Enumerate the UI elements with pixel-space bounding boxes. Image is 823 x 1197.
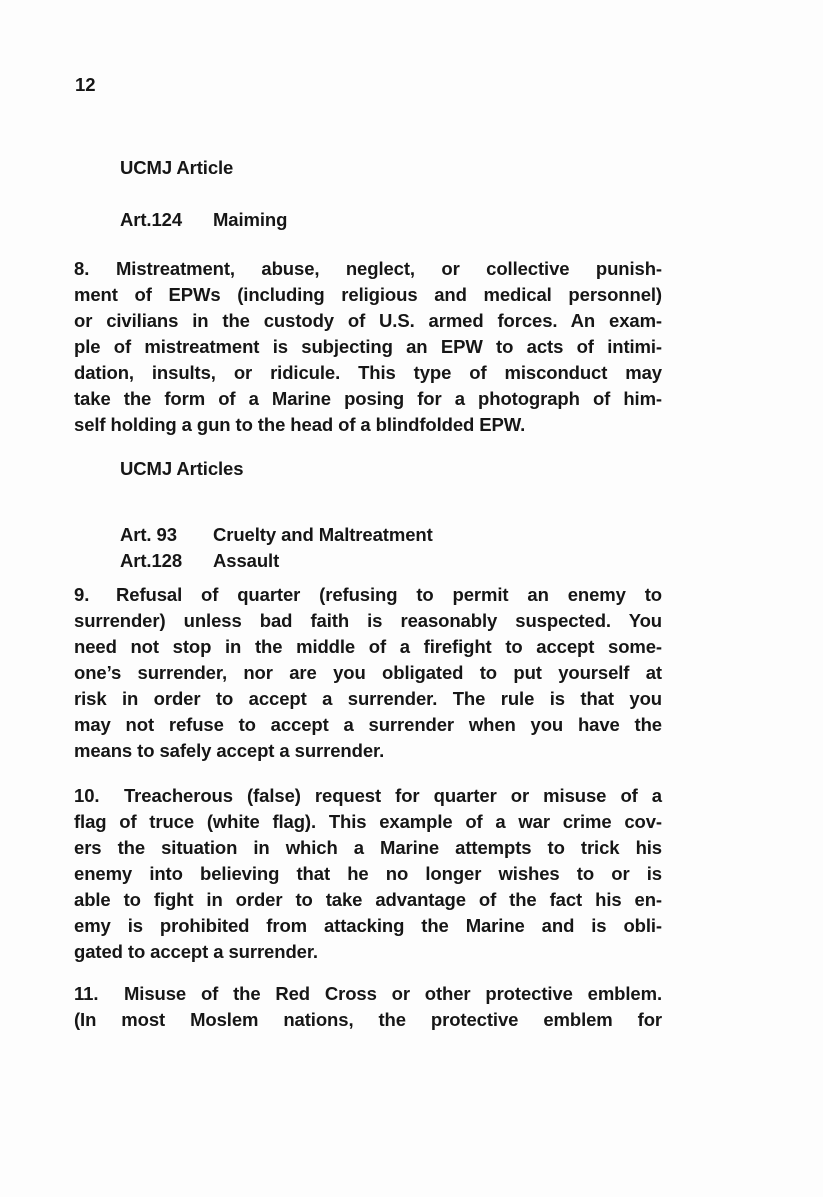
paragraph-8: [74, 256, 662, 438]
paragraph-number: 9.: [74, 584, 90, 605]
paragraph-text: Refusal of quarter (refusing to permit an enemy to: [116, 584, 662, 605]
article-title: Assault: [213, 550, 280, 571]
paragraph-text: Treacherous (false) request for quarter or misuse of a: [124, 785, 662, 806]
paragraph-line: surrender) unless bad faith is reasonably suspected. You: [74, 610, 662, 631]
paragraph-line: self holding a gun to the head of a blindfolded EPW.: [74, 414, 526, 435]
article-row-assault: [120, 548, 433, 574]
paragraph-line: means to safely accept a surrender.: [74, 740, 385, 761]
paragraph-line: ers the situation in which a Marine attempts to trick his: [74, 837, 662, 858]
paragraph-11: [74, 981, 662, 1033]
paragraph-line: ple of mistreatment is subjecting an EPW to acts of intimi-: [74, 336, 662, 357]
paragraph-line: [74, 783, 662, 809]
paragraph-line: or civilians in the custody of U.S. armed forces. An exam-: [74, 310, 662, 331]
paragraph-text: Mistreatment, abuse, neglect, or collective punish-: [116, 258, 662, 279]
paragraph-line: dation, insults, or ridicule. This type of misconduct may: [74, 362, 662, 383]
paragraph-line: enemy into believing that he no longer wishes to or is: [74, 863, 662, 884]
paragraph-line: may not refuse to accept a surrender when you have the: [74, 714, 662, 735]
paragraph-text: Misuse of the Red Cross or other protective emblem.: [124, 983, 662, 1004]
paragraph-line: able to fight in order to take advantage of the fact his en-: [74, 889, 662, 910]
paragraph-line: emy is prohibited from attacking the Marine and is obli-: [74, 915, 662, 936]
article-title: Maiming: [213, 209, 288, 230]
paragraph-number: 11.: [74, 983, 99, 1004]
article-row-cruelty: [120, 522, 433, 548]
paragraph-10: [74, 783, 662, 965]
paragraph-line: gated to accept a surrender.: [74, 941, 318, 962]
page-number: 12: [75, 74, 96, 95]
paragraph-line: risk in order to accept a surrender. The rule is that you: [74, 688, 662, 709]
paragraph-number: 8.: [74, 258, 90, 279]
paragraph-line: ment of EPWs (including religious and medical personnel): [74, 284, 662, 305]
paragraph-line: flag of truce (white flag). This example of a war crime cov-: [74, 811, 662, 832]
article-list: [120, 522, 433, 574]
heading-ucmj-articles: UCMJ Articles: [120, 458, 244, 479]
paragraph-line: (In most Moslem nations, the protective emblem for: [74, 1009, 662, 1030]
article-label: Art.124: [120, 209, 183, 230]
paragraph-number: 10.: [74, 785, 100, 806]
paragraph-line: one’s surrender, nor are you obligated to put yourself at: [74, 662, 662, 683]
article-label: Art.128: [120, 550, 183, 571]
paragraph-line: take the form of a Marine posing for a photograph of him-: [74, 388, 662, 409]
article-title: Cruelty and Maltreatment: [213, 524, 433, 545]
heading-ucmj-article: UCMJ Article: [120, 157, 234, 178]
paragraph-line: need not stop in the middle of a firefight to accept some-: [74, 636, 662, 657]
paragraph-line: [74, 981, 662, 1007]
paragraph-9: [74, 582, 662, 764]
article-label: Art. 93: [120, 524, 177, 545]
paragraph-line: [74, 582, 662, 608]
article-row-maiming: [120, 207, 287, 233]
paragraph-line: [74, 256, 662, 282]
